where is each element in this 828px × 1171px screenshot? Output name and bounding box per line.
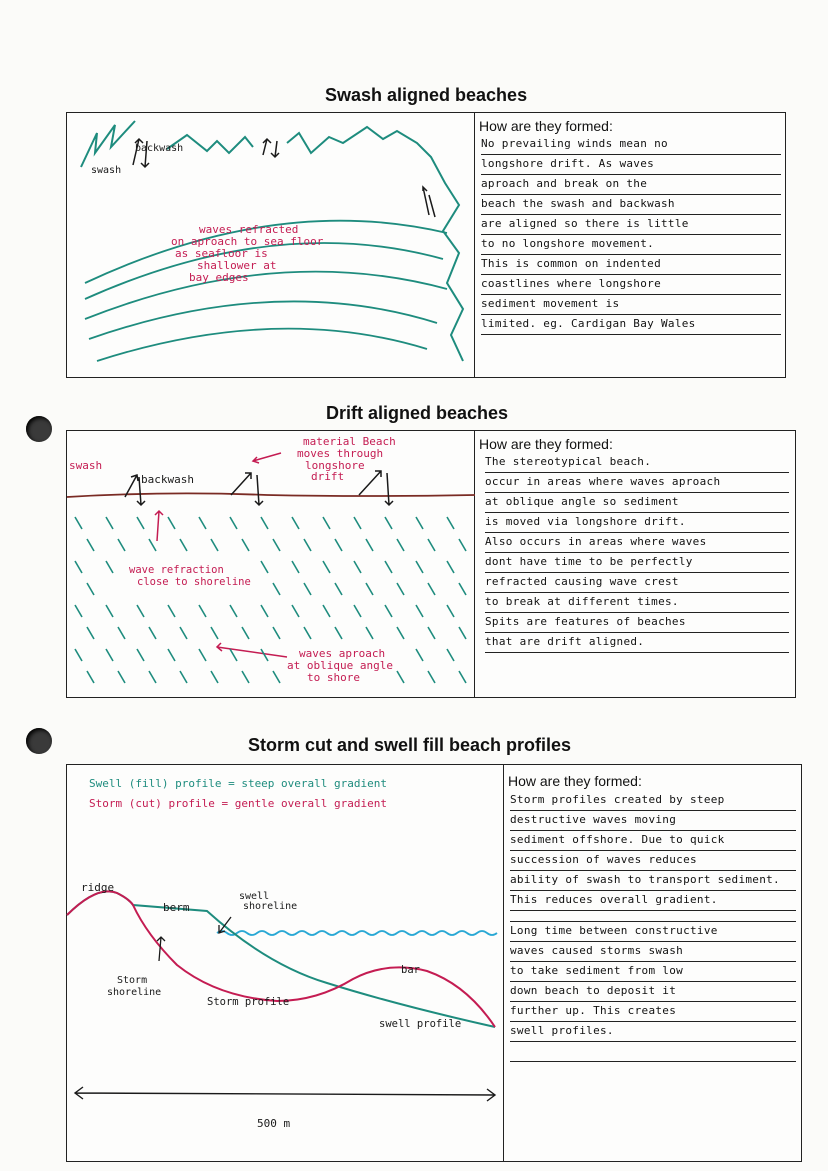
answer-line [510,911,796,922]
answer-line: longshore drift. As waves [481,155,781,175]
wave-refraction-line-1: wave refraction [129,564,224,576]
wave-crest-tick [199,649,206,661]
wave-crest-tick [304,539,311,551]
wave-crest-tick [75,605,82,617]
answer-line: ability of swash to transport sediment. [510,871,796,891]
wave-crest-tick [168,649,175,661]
section-title-drift: Drift aligned beaches [326,403,509,423]
wave-crest-tick [273,583,280,595]
wave-crest-tick [304,583,311,595]
drift-backwash-label: backwash [141,473,194,486]
wave-crest-tick [118,671,125,683]
wave-crest-tick [230,649,237,661]
section-title-profiles: Storm cut and swell fill beach profiles [248,735,572,755]
profiles-question: How are they formed: [508,773,642,789]
swash-question: How are they formed: [479,118,613,134]
wave-crest-tick [106,605,113,617]
storm-shoreline-label-1: Storm [117,975,148,986]
wave-crest-tick [354,605,361,617]
swash-answer-lines [481,135,781,335]
drift-shoreline [67,493,475,497]
wave-crest-tick [428,627,435,639]
answer-line: No prevailing winds mean no [481,135,781,155]
wave-crest-tick [459,539,466,551]
wave-crest-tick [230,517,237,529]
wave-crest-tick [118,539,125,551]
wave-crest-tick [75,517,82,529]
answer-line: are aligned so there is little [481,215,781,235]
material-line-1: material Beach [303,435,396,448]
answer-line: occur in areas where waves aproach [485,473,789,493]
wave-crest-tick [261,561,268,573]
answer-line [510,1042,796,1062]
wave-crest-tick [323,517,330,529]
wave-crest-tick [180,627,187,639]
wave-crest-tick [87,539,94,551]
answer-line: This is common on indented [481,255,781,275]
wave-crest-tick [261,517,268,529]
approach-line-3: to shore [307,671,360,684]
answer-line: is moved via longshore drift. [485,513,789,533]
wave-crest-tick [137,517,144,529]
wave-crest-tick [428,671,435,683]
drift-answer-lines [485,453,789,653]
drift-swash-label: swash [69,459,103,472]
wave-crest-tick [366,627,373,639]
section-title-swash: Swash aligned beaches [325,85,528,105]
wave-crest-tick [106,649,113,661]
wave-crest-tick [168,605,175,617]
refraction-note [171,223,324,284]
wave-crest-tick [75,561,82,573]
answer-line: sediment movement is [481,295,781,315]
answer-line: to take sediment from low [510,962,796,982]
answer-line: waves caused storms swash [510,942,796,962]
wave-crest-tick [242,539,249,551]
profiles-box [66,764,802,1162]
wave-crest-tick [149,627,156,639]
material-arrow [253,453,281,463]
answer-line: limited. eg. Cardigan Bay Wales [481,315,781,335]
wave-crest-tick [397,671,404,683]
answer-line: refracted causing wave crest [485,573,789,593]
answer-line: destructive waves moving [510,811,796,831]
swell-shoreline-label-2: shoreline [243,901,298,912]
swell-shoreline-label-1: swell [239,891,270,902]
wave-crest-tick [397,627,404,639]
wave-crest-tick [118,627,125,639]
legend-swell: Swell (fill) profile = steep overall gradient [89,777,388,790]
answer-line: The stereotypical beach. [485,453,789,473]
sea-level-line [217,931,497,935]
wave-crest-tick [447,649,454,661]
wave-crest-tick [366,539,373,551]
wave-crest-tick [459,671,466,683]
wave-crest-tick [354,561,361,573]
wave-crest-tick [180,539,187,551]
wave-crest-tick [335,627,342,639]
answer-line: swell profiles. [510,1022,796,1042]
wave-crest-tick [261,649,268,661]
answer-line: This reduces overall gradient. [510,891,796,911]
approach-line-2: at oblique angle [287,659,393,672]
storm-shoreline-label-2: shoreline [107,987,162,998]
wave-crest-tick [428,539,435,551]
wave-crest-tick [199,605,206,617]
material-line-3: longshore [305,459,365,472]
material-line-2: moves through [297,447,384,460]
answer-line: dont have time to be perfectly [485,553,789,573]
answer-line: further up. This creates [510,1002,796,1022]
refraction-line-2: on aproach to sea floor [171,235,324,248]
wave-crest-tick [261,605,268,617]
wave-refraction-note [129,564,251,588]
wave-crest-tick [447,605,454,617]
backwash-label: backwash [135,143,184,154]
wave-crest-tick [385,561,392,573]
refraction-line-5: bay edges [189,271,249,284]
drift-wave-crests [75,517,466,683]
wave-crest-tick [137,605,144,617]
ridge-label: ridge [81,881,115,894]
wave-crest-tick [211,671,218,683]
wave-crest-tick [87,583,94,595]
wave-crest-tick [211,627,218,639]
wave-crest-tick [459,583,466,595]
drift-diagram [67,431,475,697]
distance-arrow [75,1087,495,1101]
approach-note [287,647,393,684]
refraction-line-4: shallower at [197,259,277,272]
wave-crest-tick [230,605,237,617]
answer-line: Storm profiles created by steep [510,791,796,811]
answer-line: that are drift aligned. [485,633,789,653]
wave-crest-tick [273,539,280,551]
wave-crest-tick [447,561,454,573]
refraction-line-1: waves refracted [199,223,299,236]
wave-crest-tick [273,627,280,639]
wave-crest-tick [149,671,156,683]
wave-crest-tick [242,627,249,639]
profiles-answer-lines [510,791,796,1062]
berm-label: berm [163,901,190,914]
wave-crest-tick [459,627,466,639]
wave-crest-tick [106,561,113,573]
answer-line: to break at different times. [485,593,789,613]
answer-line: at oblique angle so sediment [485,493,789,513]
distance-label: 500 m [257,1117,291,1130]
material-line-4: drift [311,470,345,483]
wave-crest-tick [304,627,311,639]
wave-crest-tick [416,561,423,573]
wave-crest-tick [292,561,299,573]
legend-storm: Storm (cut) profile = gentle overall gradient [89,797,388,810]
drift-box [66,430,796,698]
swell-profile-label: swell profile [379,1018,462,1030]
answer-line: down beach to deposit it [510,982,796,1002]
answer-line: aproach and break on the [481,175,781,195]
wave-crest-tick [87,627,94,639]
wave-crest-tick [385,517,392,529]
wave-crest-tick [447,517,454,529]
wave-crest-tick [428,583,435,595]
wave-crest-tick [199,517,206,529]
swash-label: swash [91,165,122,176]
wave-crest-tick [87,671,94,683]
wave-crest-tick [137,649,144,661]
answer-line: Spits are features of beaches [485,613,789,633]
wave-crest-tick [323,561,330,573]
wave-crest-tick [366,583,373,595]
storm-profile-label: Storm profile [207,996,290,1008]
wave-crest-tick [335,539,342,551]
wave-crest-tick [242,671,249,683]
wave-crest-tick [416,517,423,529]
wave-crest-tick [168,517,175,529]
wave-crest-tick [273,671,280,683]
drift-question: How are they formed: [479,436,613,452]
wave-crest-tick [416,649,423,661]
approach-arrow [217,643,287,657]
wave-crest-tick [292,517,299,529]
wave-crest-tick [292,605,299,617]
wave-crest-tick [416,605,423,617]
answer-line: sediment offshore. Due to quick [510,831,796,851]
wave-crest-tick [354,517,361,529]
answer-line: Long time between constructive [510,922,796,942]
answer-line: beach the swash and backwash [481,195,781,215]
wave-crest-tick [211,539,218,551]
wave-crest-tick [323,605,330,617]
wave-crest-tick [385,605,392,617]
wave-crest-tick [335,583,342,595]
approach-line-1: waves aproach [299,647,386,660]
punch-hole-bottom [26,728,52,754]
swash-diagram [67,113,475,377]
answer-line: succession of waves reduces [510,851,796,871]
wave-crest-tick [149,539,156,551]
profiles-diagram [67,765,504,1161]
wave-refraction-line-2: close to shoreline [137,576,251,588]
wave-crest-tick [397,583,404,595]
wave-crest-tick [180,671,187,683]
swash-box [66,112,786,378]
refraction-arrow [155,511,163,541]
punch-hole-top [26,416,52,442]
answer-line: coastlines where longshore [481,275,781,295]
wave-crest-tick [397,539,404,551]
answer-line: to no longshore movement. [481,235,781,255]
refraction-line-3: as seafloor is [175,247,268,260]
wave-crest-tick [106,517,113,529]
wave-crest-tick [75,649,82,661]
bar-label: bar [401,964,420,976]
answer-line: Also occurs in areas where waves [485,533,789,553]
